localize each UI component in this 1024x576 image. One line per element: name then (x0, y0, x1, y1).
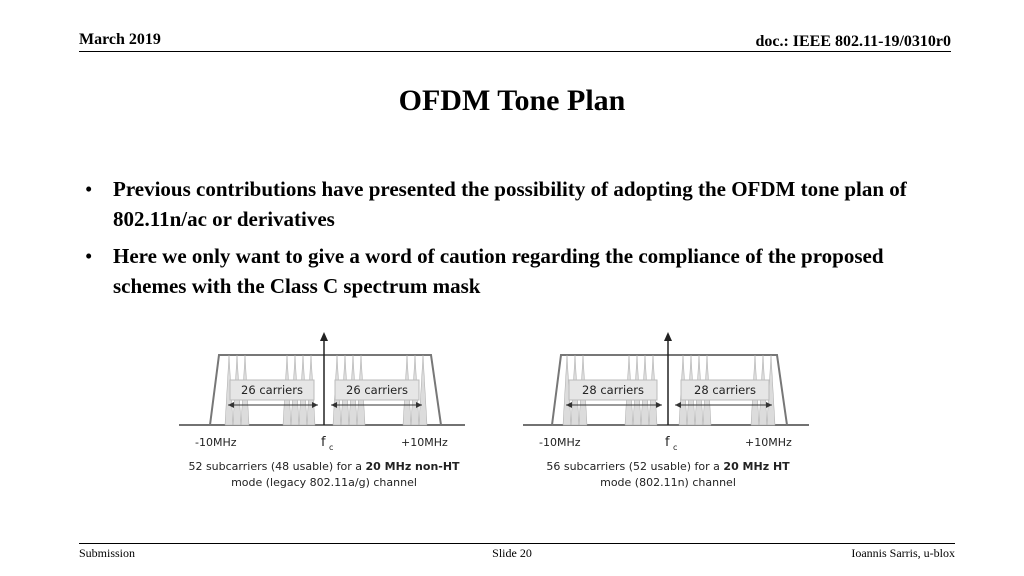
axis-label-center: f (665, 435, 670, 450)
axis-label-center-sub: c (329, 443, 334, 452)
bullet-text: Here we only want to give a word of caution regarding the compliance of the proposed schemes with the Class C spectrum mask (113, 244, 884, 298)
carrier-label-right: 26 carriers (346, 383, 408, 397)
footer-divider (79, 543, 955, 544)
figure-caption-line2: mode (legacy 802.11a/g) channel (231, 476, 417, 489)
footer-author: Ioannis Sarris, u-blox (851, 546, 955, 560)
figure-caption-line2: mode (802.11n) channel (600, 476, 736, 489)
footer-slide-number: Slide 20 (492, 546, 532, 560)
caption-plain: 56 subcarriers (52 usable) for a (546, 460, 724, 473)
slide-title: OFDM Tone Plan (398, 84, 626, 117)
bullet-list (85, 174, 945, 308)
center-arrow-icon (320, 332, 328, 341)
axis-label-right: +10MHz (745, 436, 792, 449)
header-date: March 2019 (79, 31, 161, 48)
axis-label-right: +10MHz (401, 436, 448, 449)
axis-label-center-sub: c (673, 443, 678, 452)
axis-label-left: -10MHz (195, 436, 237, 449)
caption-bold: 20 MHz HT (723, 460, 790, 473)
bullet-item (85, 174, 945, 234)
carrier-label-left: 26 carriers (241, 383, 303, 397)
bullet-marker: • (85, 244, 93, 268)
carrier-label-right: 28 carriers (694, 383, 756, 397)
figure-caption-line1 (188, 460, 460, 473)
footer-submission: Submission (79, 546, 136, 560)
caption-bold: 20 MHz non-HT (365, 460, 460, 473)
carrier-label-left: 28 carriers (582, 383, 644, 397)
bullet-marker: • (85, 177, 93, 201)
tone-plan-figure-ht (519, 330, 819, 500)
header-divider (79, 51, 951, 52)
figure-caption-line1 (546, 460, 790, 473)
center-arrow-icon (664, 332, 672, 341)
axis-label-center: f (321, 435, 326, 450)
tone-plan-figure-nonht (175, 330, 475, 500)
header-doc-id: doc.: IEEE 802.11-19/0310r0 (755, 33, 951, 50)
tone-plan-diagram (519, 330, 819, 495)
axis-label-left: -10MHz (539, 436, 581, 449)
bullet-text: Previous contributions have presented the possibility of adopting the OFDM tone plan of 802.11n/ac or derivatives (113, 177, 907, 231)
caption-plain: 52 subcarriers (48 usable) for a (188, 460, 366, 473)
bullet-item (85, 241, 945, 301)
tone-plan-diagram (175, 330, 475, 495)
